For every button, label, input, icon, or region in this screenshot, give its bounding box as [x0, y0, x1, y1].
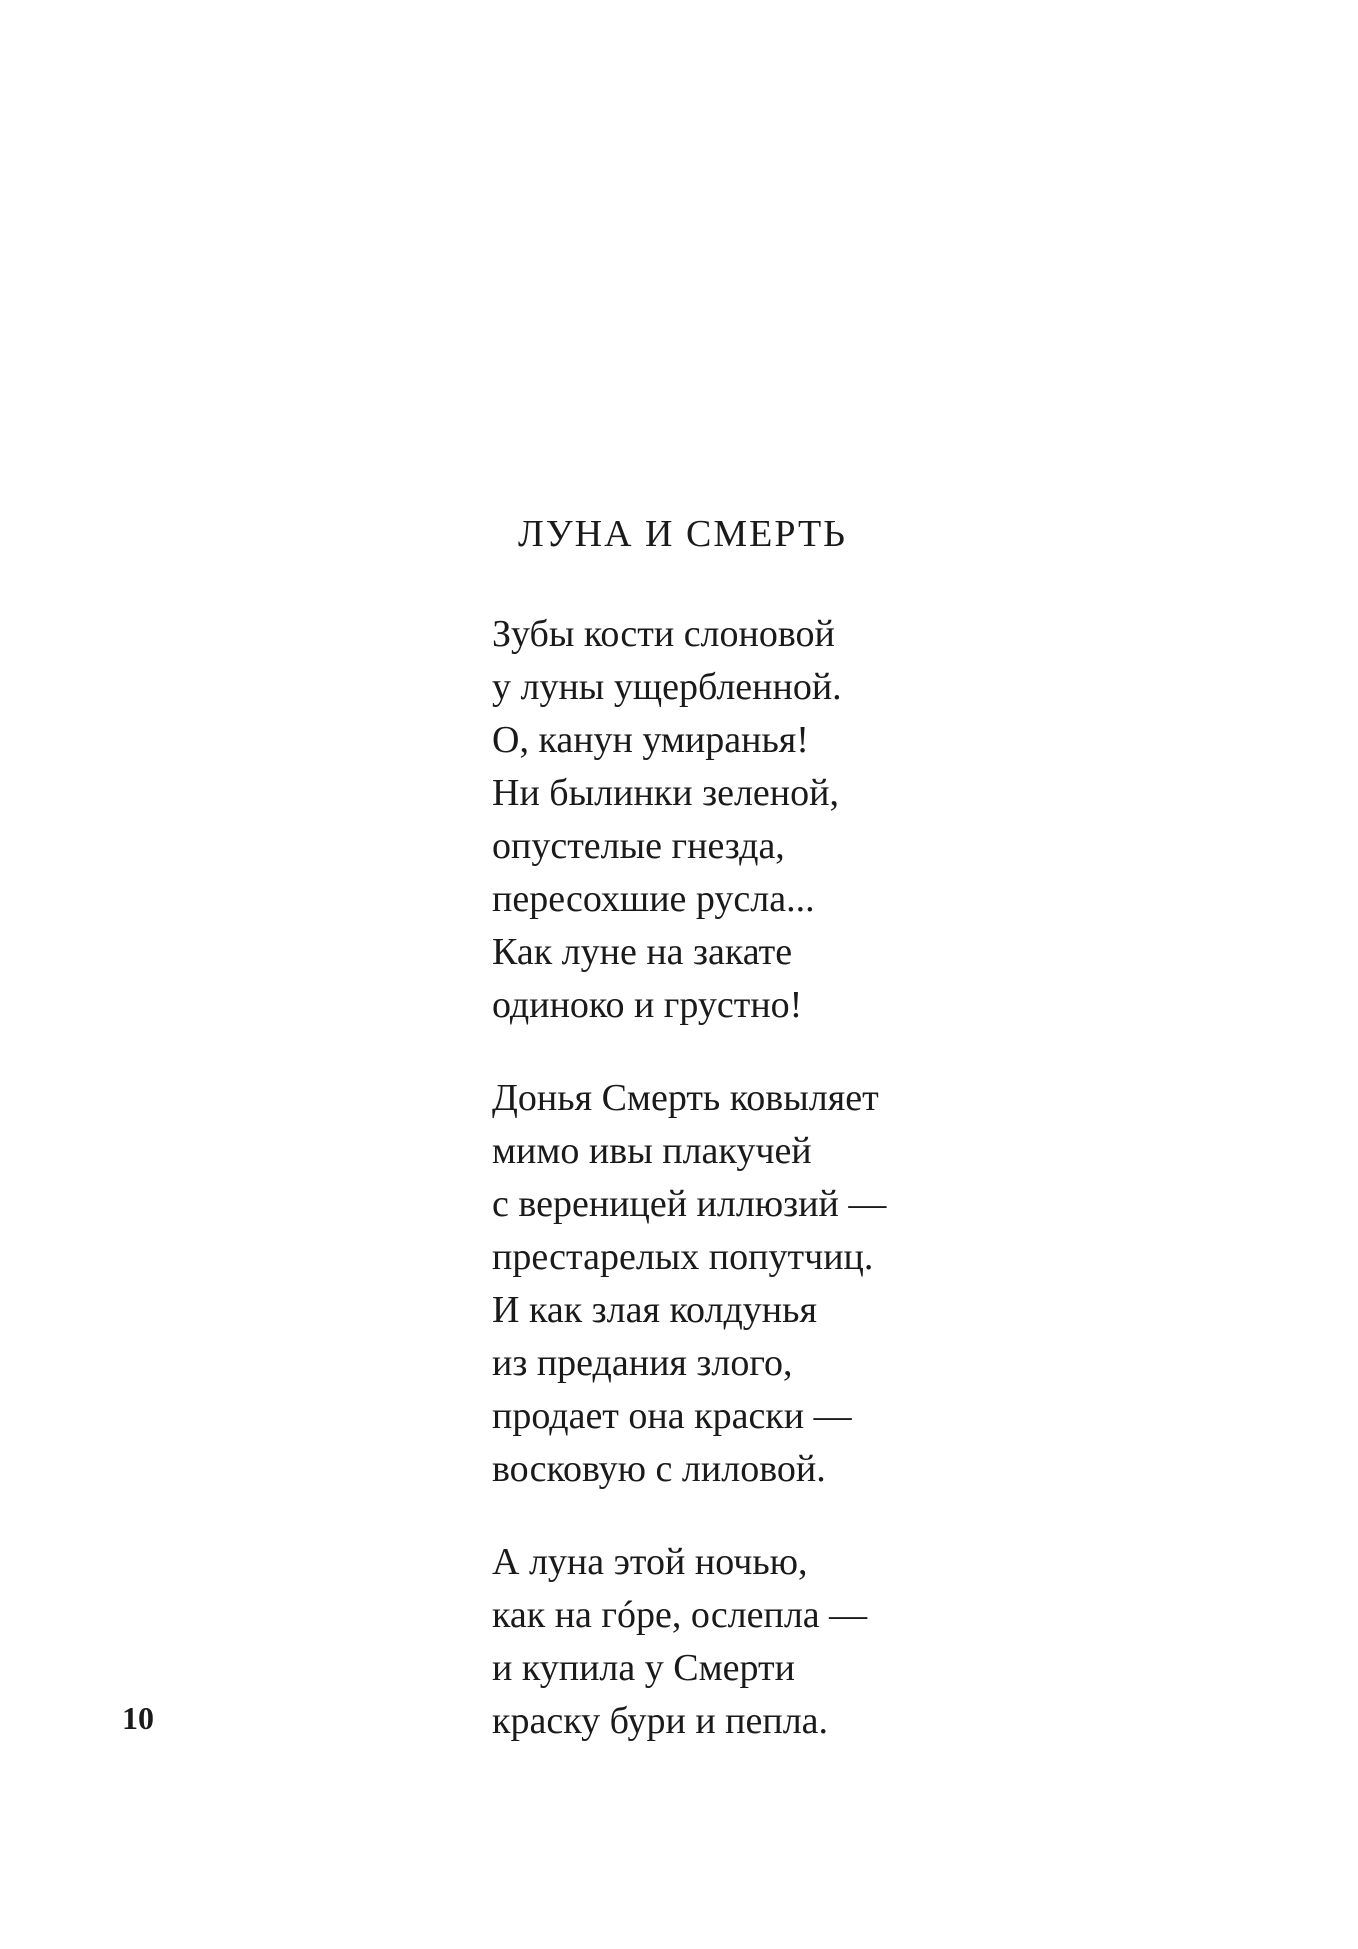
poem-line: Донья Смерть ковыляет: [492, 1077, 879, 1119]
poem-line: О, канун умиранья!: [492, 719, 809, 761]
poem-line: опустелые гнезда,: [492, 825, 785, 867]
poem-line: Зубы кости слоновой: [492, 613, 835, 655]
poem-line: Ни былинки зеленой,: [492, 772, 839, 814]
poem-line: продает она краски —: [492, 1395, 852, 1437]
poem-line: мимо ивы плакучей: [492, 1130, 812, 1172]
page-number: 10: [122, 1700, 154, 1736]
poem-line: А луна этой ночью,: [492, 1541, 808, 1583]
poem-line: восковую с лиловой.: [492, 1448, 826, 1490]
poem-line: из предания злого,: [492, 1342, 793, 1384]
poem-line: краску бури и пепла.: [492, 1700, 829, 1742]
poem-line: у луны ущербленной.: [492, 666, 842, 708]
poem-line: И как злая колдунья: [492, 1289, 817, 1331]
poem-line: и купила у Смерти: [492, 1647, 795, 1689]
poem-line: с вереницей иллюзий —: [492, 1183, 887, 1225]
poem-line: пересохшие русла...: [492, 878, 815, 920]
poem-line: престарелых попутчиц.: [492, 1236, 874, 1278]
stanza-1: [492, 608, 842, 1032]
stanza-2: [492, 1072, 886, 1496]
poem-line: одиноко и грустно!: [492, 984, 803, 1026]
poem-line: как на гóре, ослепла —: [492, 1594, 868, 1636]
stanza-3: [492, 1536, 867, 1748]
poem-title: ЛУНА И СМЕРТЬ: [518, 513, 847, 555]
poem-line: Как луне на закате: [492, 931, 793, 973]
